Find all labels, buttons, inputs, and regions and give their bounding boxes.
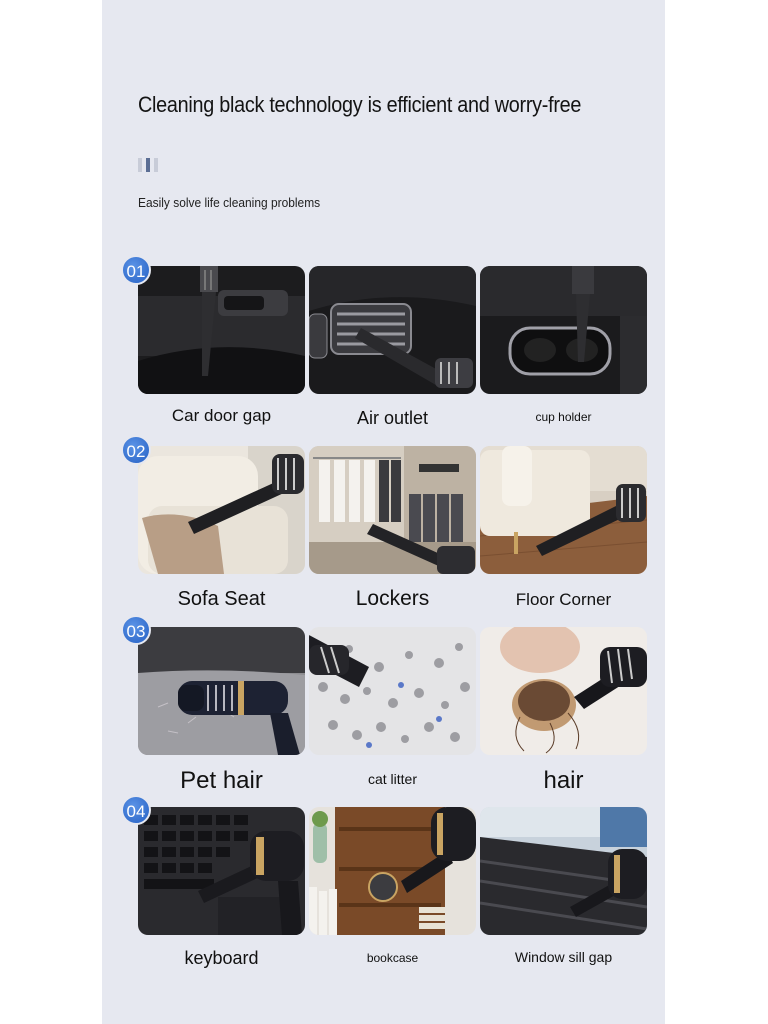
lockers-image	[309, 446, 476, 574]
floor-corner-image	[480, 446, 647, 574]
cat-litter-image	[309, 627, 476, 755]
usage-label: Sofa Seat	[177, 588, 266, 610]
usage-label: Window sill gap	[514, 949, 613, 965]
air-outlet-image	[309, 266, 476, 394]
cup-holder-image	[480, 266, 647, 394]
sofa-seat-image	[138, 446, 305, 574]
keyboard-image	[138, 807, 305, 935]
bookcase-image	[309, 807, 476, 935]
usage-label: Lockers	[355, 587, 430, 610]
usage-label: cup holder	[535, 410, 592, 424]
page-subtitle: Easily solve life cleaning problems	[138, 195, 321, 210]
row-number-badge: 01	[121, 255, 151, 285]
window-sill-gap-image	[480, 807, 647, 935]
usage-label: Car door gap	[171, 406, 272, 425]
usage-label: Pet hair	[180, 767, 263, 794]
usage-label: Air outlet	[356, 408, 429, 428]
row-number-badge: 04	[121, 795, 151, 825]
page-title: Cleaning black technology is efficient and worry-free	[138, 92, 582, 117]
usage-label: Floor Corner	[515, 590, 612, 609]
car-door-gap-image	[138, 266, 305, 394]
usage-label: hair	[543, 767, 584, 794]
usage-label: keyboard	[184, 948, 259, 968]
usage-label: bookcase	[366, 951, 419, 965]
row-number-badge: 03	[121, 615, 151, 645]
row-number-badge: 02	[121, 435, 151, 465]
usage-label: cat litter	[367, 771, 417, 787]
hair-image	[480, 627, 647, 755]
pet-hair-image	[138, 627, 305, 755]
